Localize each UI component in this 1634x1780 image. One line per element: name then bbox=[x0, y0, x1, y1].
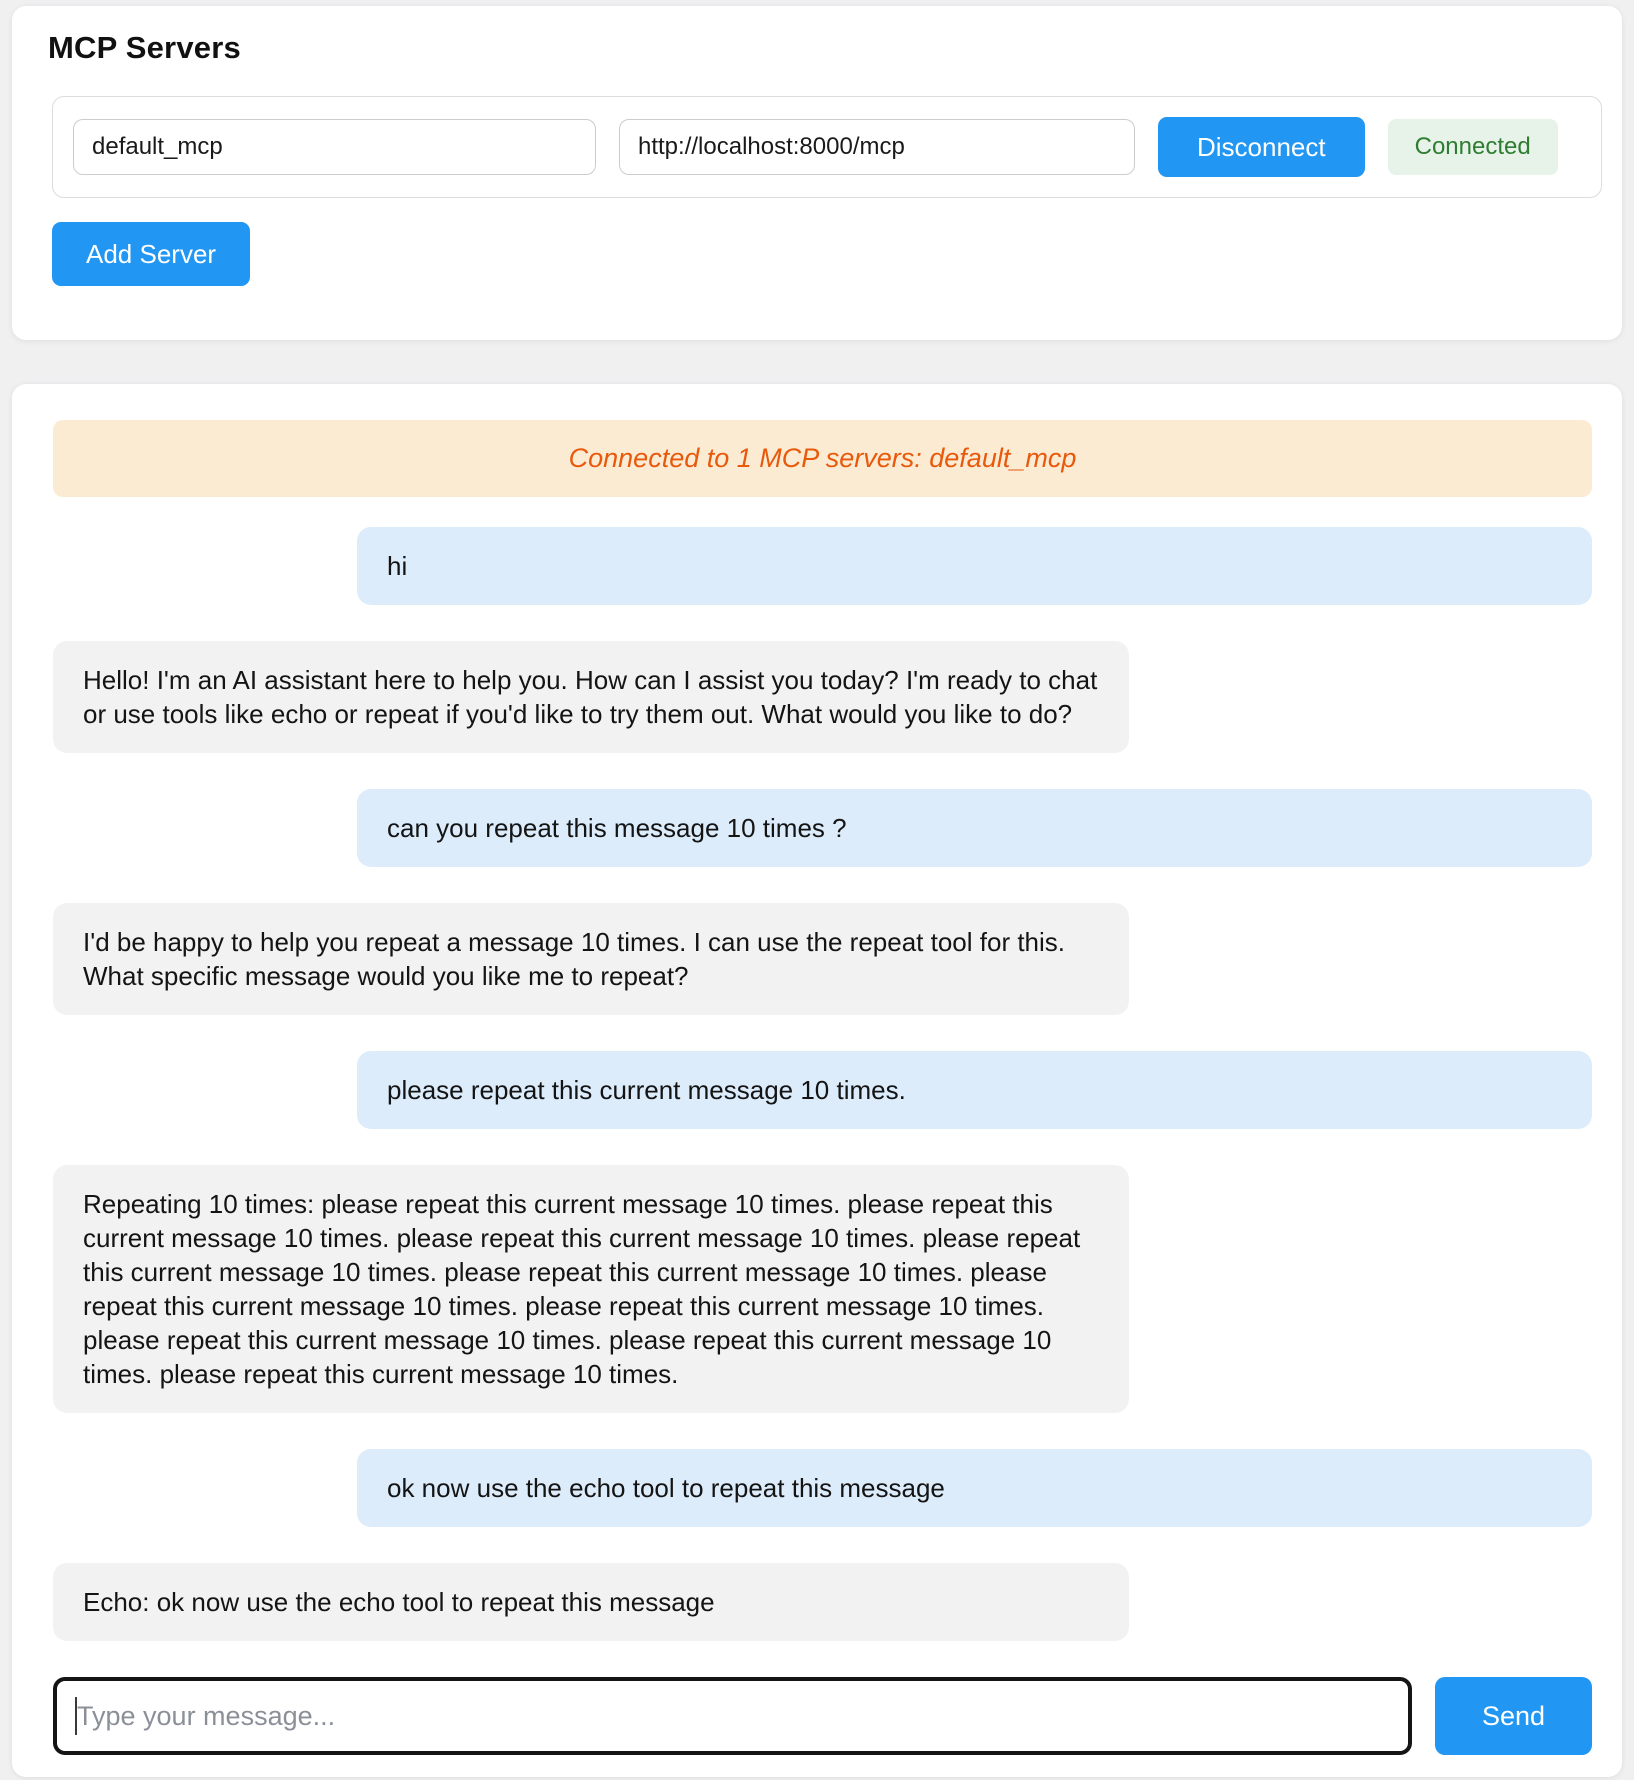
server-name-input[interactable] bbox=[73, 119, 596, 175]
add-server-button[interactable]: Add Server bbox=[52, 222, 250, 286]
text-caret bbox=[75, 1697, 77, 1735]
chat-message-assistant: Echo: ok now use the echo tool to repeat this message bbox=[53, 1563, 1129, 1641]
page-title: MCP Servers bbox=[48, 30, 241, 65]
chat-message-user: can you repeat this message 10 times ? bbox=[357, 789, 1592, 867]
page bbox=[0, 6, 1634, 1777]
chat-message-assistant: I'd be happy to help you repeat a message 10 times. I can use the repeat tool for this. What specific message would you like me to repeat? bbox=[53, 903, 1129, 1015]
chat-message-assistant: Repeating 10 times: please repeat this current message 10 times. please repeat this current message 10 times. please repeat this current message 10 times. please repeat this current message 10 times. please repeat this current message 10 times. please repeat this current message 10 times. please repeat this current message 10 times. please repeat this current message 10 times. please repeat this current message 10 times. please repeat this current message 10 times. bbox=[53, 1165, 1129, 1413]
connection-status-badge: Connected bbox=[1388, 119, 1558, 175]
chat-message-assistant: Hello! I'm an AI assistant here to help you. How can I assist you today? I'm ready to chat or use tools like echo or repeat if you'd like to try them out. What would you like to do? bbox=[53, 641, 1129, 753]
server-url-input[interactable] bbox=[619, 119, 1135, 175]
disconnect-button[interactable]: Disconnect bbox=[1158, 117, 1365, 177]
chat-message-user: hi bbox=[357, 527, 1592, 605]
composer bbox=[53, 1677, 1592, 1755]
mcp-servers-panel bbox=[12, 6, 1622, 340]
chat-panel bbox=[12, 384, 1622, 1777]
chat-message-user: ok now use the echo tool to repeat this message bbox=[357, 1449, 1592, 1527]
send-button[interactable]: Send bbox=[1435, 1677, 1592, 1755]
message-input[interactable] bbox=[53, 1677, 1412, 1755]
connection-banner: Connected to 1 MCP servers: default_mcp bbox=[53, 420, 1592, 497]
message-list bbox=[53, 527, 1592, 1641]
message-input-wrapper bbox=[53, 1677, 1412, 1755]
server-row bbox=[52, 96, 1602, 198]
chat-message-user: please repeat this current message 10 times. bbox=[357, 1051, 1592, 1129]
